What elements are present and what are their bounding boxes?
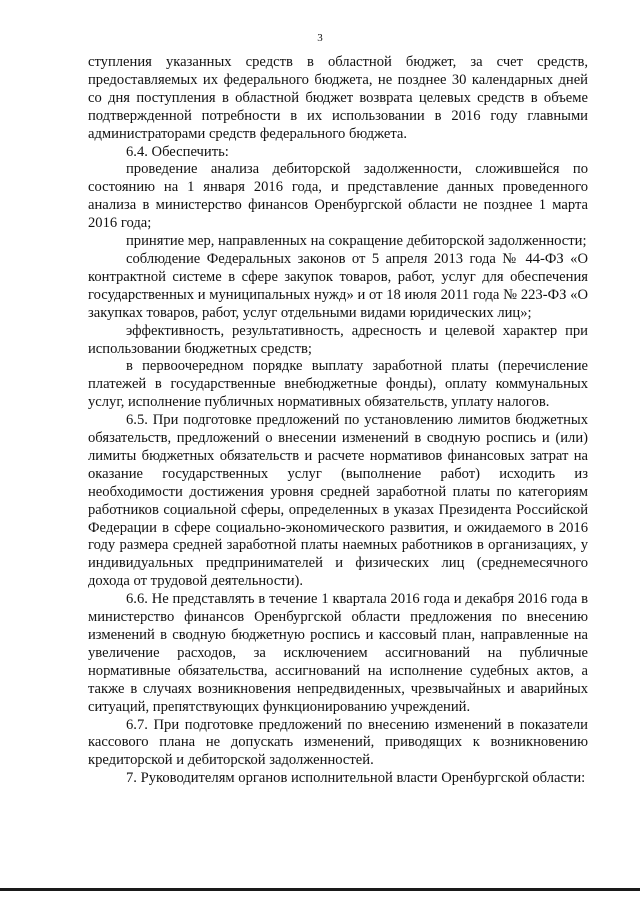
paragraph-10: 6.7. При подготовке предложений по внесению изменений в показатели кассового плана не допускать изменений, приводящих к возникновению кредиторской и дебиторской задолженностей.: [88, 716, 588, 769]
paragraph-3: проведение анализа дебиторской задолженности, сложившейся по состоянию на 1 января 2016 года, и представление данных проведенного анализа в министерство финансов Оренбургской области не позднее 1 марта 2016 года;: [88, 161, 588, 232]
document-body: [88, 54, 588, 788]
paragraph-1: ступления указанных средств в областной бюджет, за счет средств, предоставляемых их федерального бюджета, не позднее 30 календарных дней со дня поступления в областной бюджет возврата целевых средств в объеме подтвержденной потребности в их использовании в 2016 году главными администраторами средств федерального бюджета.: [88, 54, 588, 142]
paragraph-11: 7. Руководителям органов исполнительной власти Оренбургской области:: [126, 770, 586, 787]
paragraph-9: 6.6. Не представлять в течение 1 квартала 2016 года и декабря 2016 года в министерство финансов Оренбургской области предложения по внесению изменений в сводную бюджетную роспись и кассовый план, направленные на увеличение расходов, за исключением ассигнований на публичные нормативные обязательства, ассигнований на исполнение судебных актов, а также в случаях возникновения непредвиденных, чрезвычайных и аварийных ситуаций, препятствующих функционированию учреждений.: [88, 591, 588, 715]
bottom-divider: [0, 888, 640, 891]
paragraph-8: 6.5. При подготовке предложений по установлению лимитов бюджетных обязательств, предложений о внесении изменений в сводную роспись и (или) лимиты бюджетных обязательств и расчете нормативов финансовых затрат на оказание государственных услуг (выполнение работ) исходить из необходимости достижения уровня средней заработной платы по категориям работников социальной сферы, определенных в указах Президента Российской Федерации в сфере социально-экономического развития, и ожидаемого в 2016 году размера средней заработной платы наемных работников в организациях, у индивидуальных предпринимателей и физических лиц (среднемесячного дохода от трудовой деятельности).: [88, 412, 588, 590]
paragraph-2: 6.4. Обеспечить:: [126, 143, 229, 160]
paragraph-7: в первоочередном порядке выплату заработной платы (перечисление платежей в государственные внебюджетные фонды), оплату коммунальных услуг, исполнение публичных нормативных обязательств, уплату налогов.: [88, 358, 588, 411]
paragraph-6: эффективность, результативность, адресность и целевой характер при использовании бюджетных средств;: [88, 322, 588, 357]
paragraph-4: принятие мер, направленных на сокращение дебиторской задолженности;: [126, 233, 587, 250]
page-number: 3: [317, 32, 323, 44]
paragraph-5: соблюдение Федеральных законов от 5 апреля 2013 года № 44-ФЗ «О контрактной системе в сфере закупок товаров, работ, услуг для обеспечения государственных и муниципальных нужд» и от 18 июля 2011 года № 223-ФЗ «О закупках товаров, работ, услуг отдельными видами юридических лиц»;: [88, 250, 588, 321]
